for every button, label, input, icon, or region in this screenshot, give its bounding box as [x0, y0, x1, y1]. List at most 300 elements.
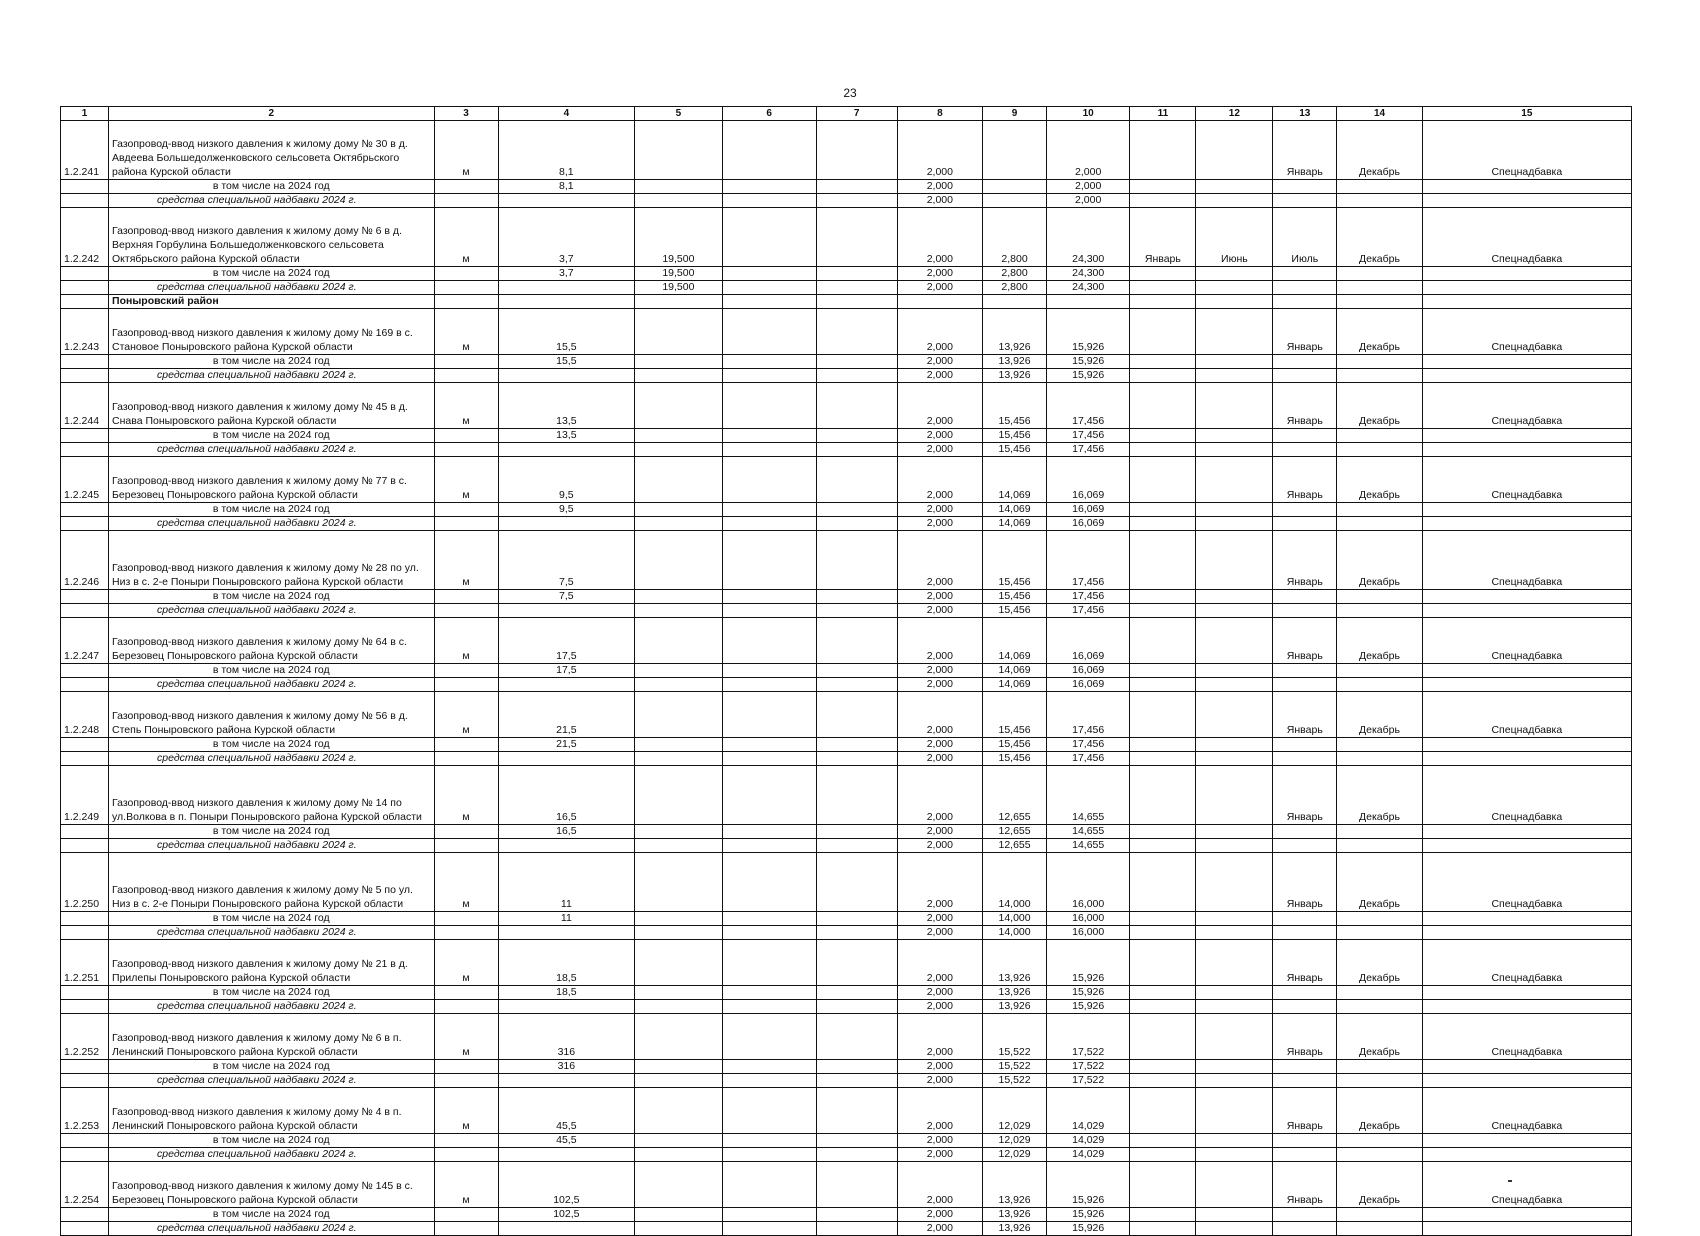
col9-cell [983, 121, 1047, 180]
empty-cell [1130, 590, 1196, 604]
length-cell: 3,7 [498, 267, 635, 281]
col5-cell [635, 194, 723, 208]
empty-cell [434, 1208, 498, 1222]
length-cell: 316 [498, 1060, 635, 1074]
empty-cell [816, 926, 897, 940]
empty-cell [61, 369, 109, 383]
col10-cell: 14,029 [1047, 1088, 1130, 1134]
empty-cell [1422, 1148, 1631, 1162]
start-month-cell: Январь [1130, 208, 1196, 267]
col6-cell [722, 1088, 816, 1134]
col5-cell [635, 825, 723, 839]
length-cell: 11 [498, 912, 635, 926]
col14-month-cell: Декабрь [1337, 208, 1422, 267]
empty-cell [1273, 503, 1337, 517]
col8-cell: 2,000 [897, 281, 982, 295]
empty-cell [722, 267, 816, 281]
col10-cell: 17,456 [1047, 429, 1130, 443]
col13-month-cell: Июль [1273, 208, 1337, 267]
col6-cell [722, 383, 816, 429]
col5-cell: 19,500 [635, 281, 723, 295]
empty-cell [1422, 825, 1631, 839]
empty-cell [1337, 604, 1422, 618]
subrow-2024 [61, 738, 1632, 752]
end-month-cell [1196, 457, 1273, 503]
empty-cell [1130, 752, 1196, 766]
empty-cell [1337, 752, 1422, 766]
col10-cell: 2,000 [1047, 180, 1130, 194]
length-cell: 8,1 [498, 121, 635, 180]
empty-cell [61, 839, 109, 853]
empty-cell [1196, 1060, 1273, 1074]
unit-cell: м [434, 853, 498, 912]
empty-cell [1422, 738, 1631, 752]
empty-cell [434, 1134, 498, 1148]
empty-cell [61, 986, 109, 1000]
table-row [61, 457, 1632, 503]
col7-cell [816, 618, 897, 664]
empty-cell [1273, 369, 1337, 383]
empty-cell [498, 926, 635, 940]
col13-month-cell: Январь [1273, 531, 1337, 590]
funding-source-cell: Спецнадбавка [1422, 853, 1631, 912]
empty-cell [722, 1208, 816, 1222]
subrow-2024 [61, 355, 1632, 369]
col5-cell [635, 503, 723, 517]
empty-cell [61, 1148, 109, 1162]
empty-cell [1273, 1060, 1337, 1074]
col8-cell: 2,000 [897, 369, 982, 383]
col5-cell [635, 664, 723, 678]
empty-cell [1422, 180, 1631, 194]
start-month-cell [1130, 618, 1196, 664]
empty-cell [983, 295, 1047, 309]
subrow-label: средства специальной надбавки 2024 г. [109, 1074, 435, 1088]
empty-cell [1273, 1134, 1337, 1148]
row-number: 1.2.254 [61, 1162, 109, 1208]
table-row [61, 1088, 1632, 1134]
empty-cell [1273, 429, 1337, 443]
col8-cell: 2,000 [897, 194, 982, 208]
col9-cell: 15,456 [983, 590, 1047, 604]
unit-cell: м [434, 208, 498, 267]
subrow-label: в том числе на 2024 год [109, 1134, 435, 1148]
col8-cell: 2,000 [897, 590, 982, 604]
col-header-14: 14 [1337, 107, 1422, 121]
empty-cell [1337, 1134, 1422, 1148]
col5-cell [635, 752, 723, 766]
empty-cell [1337, 1222, 1422, 1236]
col10-cell: 17,522 [1047, 1014, 1130, 1060]
object-name: Газопровод-ввод низкого давления к жилому дому № 64 в с. Березовец Поныровского района Курской области [109, 618, 435, 664]
empty-cell [1196, 590, 1273, 604]
empty-cell [816, 604, 897, 618]
subrow-special-funds [61, 369, 1632, 383]
subrow-2024 [61, 1208, 1632, 1222]
col10-cell: 15,926 [1047, 940, 1130, 986]
col8-cell: 2,000 [897, 825, 982, 839]
empty-cell [816, 1074, 897, 1088]
unit-cell: м [434, 383, 498, 429]
length-cell: 9,5 [498, 457, 635, 503]
col5-cell [635, 1060, 723, 1074]
col6-cell [722, 1014, 816, 1060]
empty-cell [1422, 664, 1631, 678]
empty-cell [1337, 839, 1422, 853]
col10-cell: 17,456 [1047, 752, 1130, 766]
col-header-5: 5 [635, 107, 723, 121]
empty-cell [434, 825, 498, 839]
subrow-label: в том числе на 2024 год [109, 664, 435, 678]
row-number: 1.2.249 [61, 766, 109, 825]
empty-cell [722, 194, 816, 208]
col10-cell: 15,926 [1047, 369, 1130, 383]
empty-cell [1196, 443, 1273, 457]
empty-cell [722, 443, 816, 457]
empty-cell [816, 752, 897, 766]
funding-source-cell: Спецнадбавка [1422, 531, 1631, 590]
col9-cell: 12,655 [983, 766, 1047, 825]
empty-cell [434, 369, 498, 383]
unit-cell: м [434, 457, 498, 503]
col8-cell: 2,000 [897, 531, 982, 590]
empty-cell [722, 664, 816, 678]
subrow-label: в том числе на 2024 год [109, 180, 435, 194]
subrow-label: в том числе на 2024 год [109, 1060, 435, 1074]
col7-cell [816, 692, 897, 738]
col5-cell [635, 457, 723, 503]
col5-cell [635, 309, 723, 355]
funding-source-cell: Спецнадбавка [1422, 383, 1631, 429]
row-number: 1.2.248 [61, 692, 109, 738]
subrow-special-funds [61, 517, 1632, 531]
empty-cell [816, 429, 897, 443]
col7-cell [816, 383, 897, 429]
length-cell: 15,5 [498, 355, 635, 369]
empty-cell [816, 369, 897, 383]
empty-cell [61, 926, 109, 940]
col13-month-cell: Январь [1273, 121, 1337, 180]
col10-cell: 14,655 [1047, 839, 1130, 853]
col9-cell: 14,000 [983, 912, 1047, 926]
empty-cell [1422, 986, 1631, 1000]
subrow-label: в том числе на 2024 год [109, 429, 435, 443]
table-row [61, 1014, 1632, 1060]
col14-month-cell: Декабрь [1337, 1162, 1422, 1208]
col9-cell: 15,456 [983, 443, 1047, 457]
col10-cell: 16,069 [1047, 517, 1130, 531]
col8-cell: 2,000 [897, 267, 982, 281]
col-header-1: 1 [61, 107, 109, 121]
empty-cell [816, 267, 897, 281]
empty-cell [722, 738, 816, 752]
empty-cell [1130, 517, 1196, 531]
col7-cell [816, 766, 897, 825]
empty-cell [498, 678, 635, 692]
empty-cell [1196, 281, 1273, 295]
col5-cell [635, 678, 723, 692]
subrow-special-funds [61, 1222, 1632, 1236]
col5-cell [635, 839, 723, 853]
empty-cell [635, 295, 723, 309]
empty-cell [1273, 1208, 1337, 1222]
empty-cell [1422, 267, 1631, 281]
col-header-9: 9 [983, 107, 1047, 121]
empty-cell [434, 752, 498, 766]
empty-cell [61, 355, 109, 369]
empty-cell [722, 355, 816, 369]
empty-cell [722, 839, 816, 853]
empty-cell [1337, 590, 1422, 604]
length-cell: 11 [498, 853, 635, 912]
row-number: 1.2.241 [61, 121, 109, 180]
subrow-label: средства специальной надбавки 2024 г. [109, 194, 435, 208]
col5-cell [635, 590, 723, 604]
length-cell: 13,5 [498, 429, 635, 443]
empty-cell [1422, 429, 1631, 443]
empty-cell [1337, 986, 1422, 1000]
col5-cell [635, 180, 723, 194]
col10-cell: 24,300 [1047, 267, 1130, 281]
col6-cell [722, 692, 816, 738]
empty-cell [61, 194, 109, 208]
subrow-label: средства специальной надбавки 2024 г. [109, 752, 435, 766]
empty-cell [1130, 503, 1196, 517]
col7-cell [816, 1162, 897, 1208]
empty-cell [1196, 839, 1273, 853]
col8-cell: 2,000 [897, 429, 982, 443]
empty-cell [816, 1060, 897, 1074]
empty-cell [1337, 295, 1422, 309]
col9-cell: 2,800 [983, 267, 1047, 281]
empty-cell [1196, 429, 1273, 443]
subrow-special-funds [61, 752, 1632, 766]
col5-cell [635, 618, 723, 664]
empty-cell [61, 825, 109, 839]
subrow-special-funds [61, 194, 1632, 208]
empty-cell [498, 752, 635, 766]
empty-cell [1337, 1074, 1422, 1088]
start-month-cell [1130, 457, 1196, 503]
empty-cell [1422, 1222, 1631, 1236]
length-cell: 9,5 [498, 503, 635, 517]
empty-cell [1196, 752, 1273, 766]
empty-cell [722, 180, 816, 194]
col5-cell [635, 383, 723, 429]
empty-cell [1337, 503, 1422, 517]
subrow-label: средства специальной надбавки 2024 г. [109, 517, 435, 531]
subrow-label: средства специальной надбавки 2024 г. [109, 281, 435, 295]
col9-cell: 13,926 [983, 986, 1047, 1000]
start-month-cell [1130, 1162, 1196, 1208]
col-header-2: 2 [109, 107, 435, 121]
col6-cell [722, 618, 816, 664]
empty-cell [816, 443, 897, 457]
subrow-special-funds [61, 1000, 1632, 1014]
col-header-6: 6 [722, 107, 816, 121]
start-month-cell [1130, 121, 1196, 180]
empty-cell [1337, 1148, 1422, 1162]
col8-cell: 2,000 [897, 940, 982, 986]
table-row [61, 121, 1632, 180]
col10-cell: 14,029 [1047, 1148, 1130, 1162]
empty-cell [816, 664, 897, 678]
empty-cell [434, 1222, 498, 1236]
col8-cell: 2,000 [897, 309, 982, 355]
empty-cell [1337, 738, 1422, 752]
subrow-label: в том числе на 2024 год [109, 986, 435, 1000]
empty-cell [61, 590, 109, 604]
empty-cell [498, 1222, 635, 1236]
empty-cell [1196, 355, 1273, 369]
col9-cell: 13,926 [983, 1000, 1047, 1014]
col9-cell: 15,522 [983, 1060, 1047, 1074]
col6-cell [722, 309, 816, 355]
subrow-label: в том числе на 2024 год [109, 267, 435, 281]
col9-cell: 13,926 [983, 1222, 1047, 1236]
empty-cell [1422, 912, 1631, 926]
unit-cell: м [434, 1162, 498, 1208]
end-month-cell: Июнь [1196, 208, 1273, 267]
empty-cell [1422, 926, 1631, 940]
col9-cell: 2,800 [983, 208, 1047, 267]
col10-cell: 15,926 [1047, 1162, 1130, 1208]
subrow-2024 [61, 503, 1632, 517]
empty-cell [722, 1060, 816, 1074]
object-name: Газопровод-ввод низкого давления к жилому дому № 28 по ул. Низ в с. 2-е Поныри Поныровского района Курской области [109, 531, 435, 590]
empty-cell [722, 1148, 816, 1162]
col8-cell: 2,000 [897, 208, 982, 267]
empty-cell [434, 1148, 498, 1162]
subrow-2024 [61, 267, 1632, 281]
col5-cell [635, 1074, 723, 1088]
col8-cell: 2,000 [897, 443, 982, 457]
col8-cell: 2,000 [897, 503, 982, 517]
col8-cell: 2,000 [897, 1000, 982, 1014]
col13-month-cell: Январь [1273, 940, 1337, 986]
empty-cell [1273, 267, 1337, 281]
col8-cell: 2,000 [897, 517, 982, 531]
empty-cell [498, 1074, 635, 1088]
col10-cell: 17,456 [1047, 604, 1130, 618]
col7-cell [816, 457, 897, 503]
col9-cell: 15,522 [983, 1074, 1047, 1088]
col9-cell: 12,655 [983, 839, 1047, 853]
length-cell: 316 [498, 1014, 635, 1060]
empty-cell [816, 1222, 897, 1236]
empty-cell [434, 590, 498, 604]
empty-cell [1130, 986, 1196, 1000]
col-header-15: 15 [1422, 107, 1631, 121]
empty-cell [61, 267, 109, 281]
row-number: 1.2.252 [61, 1014, 109, 1060]
empty-cell [816, 839, 897, 853]
empty-cell [1273, 1222, 1337, 1236]
empty-cell [434, 517, 498, 531]
empty-cell [498, 295, 635, 309]
empty-cell [816, 180, 897, 194]
col13-month-cell: Январь [1273, 692, 1337, 738]
funding-source-cell: Спецнадбавка [1422, 940, 1631, 986]
col-header-8: 8 [897, 107, 982, 121]
empty-cell [1130, 738, 1196, 752]
col10-cell: 16,000 [1047, 853, 1130, 912]
col5-cell [635, 738, 723, 752]
empty-cell [1422, 1000, 1631, 1014]
funding-source-cell: Спецнадбавка [1422, 208, 1631, 267]
object-name: Газопровод-ввод низкого давления к жилому дому № 5 по ул. Низ в с. 2-е Поныри Поныровского района Курской области [109, 853, 435, 912]
subrow-label: средства специальной надбавки 2024 г. [109, 604, 435, 618]
subrow-2024 [61, 180, 1632, 194]
funding-source-cell: Спецнадбавка [1422, 1088, 1631, 1134]
object-name: Газопровод-ввод низкого давления к жилому дому № 21 в д. Прилепы Поныровского района Курской области [109, 940, 435, 986]
col9-cell: 15,522 [983, 1014, 1047, 1060]
col10-cell: 17,456 [1047, 738, 1130, 752]
col8-cell: 2,000 [897, 1060, 982, 1074]
empty-cell [1273, 194, 1337, 208]
object-name: Газопровод-ввод низкого давления к жилому дому № 77 в с. Березовец Поныровского района Курской области [109, 457, 435, 503]
empty-cell [434, 839, 498, 853]
col14-month-cell: Декабрь [1337, 383, 1422, 429]
object-name: Газопровод-ввод низкого давления к жилому дому № 45 в д. Снава Поныровского района Курской области [109, 383, 435, 429]
empty-cell [722, 295, 816, 309]
length-cell: 7,5 [498, 590, 635, 604]
col9-cell: 14,069 [983, 517, 1047, 531]
col8-cell: 2,000 [897, 1222, 982, 1236]
empty-cell [1422, 281, 1631, 295]
empty-cell [1196, 1074, 1273, 1088]
empty-cell [722, 1000, 816, 1014]
funding-source-cell: Спецнадбавка [1422, 457, 1631, 503]
unit-cell: м [434, 766, 498, 825]
empty-cell [722, 604, 816, 618]
empty-cell [1273, 604, 1337, 618]
table-row [61, 383, 1632, 429]
subrow-label: средства специальной надбавки 2024 г. [109, 1148, 435, 1162]
empty-cell [1337, 443, 1422, 457]
empty-cell [722, 912, 816, 926]
length-cell: 17,5 [498, 664, 635, 678]
empty-cell [1337, 355, 1422, 369]
subrow-label: средства специальной надбавки 2024 г. [109, 369, 435, 383]
col13-month-cell: Январь [1273, 1088, 1337, 1134]
col5-cell [635, 604, 723, 618]
empty-cell [1047, 295, 1130, 309]
col10-cell: 16,069 [1047, 678, 1130, 692]
col14-month-cell: Декабрь [1337, 940, 1422, 986]
col10-cell: 24,300 [1047, 281, 1130, 295]
col6-cell [722, 457, 816, 503]
col-header-11: 11 [1130, 107, 1196, 121]
empty-cell [1337, 678, 1422, 692]
table-row [61, 309, 1632, 355]
object-name: Газопровод-ввод низкого давления к жилому дому № 30 в д. Авдеева Большедолженковского сельсовета Октябрьского района Курской области [109, 121, 435, 180]
col14-month-cell: Декабрь [1337, 1014, 1422, 1060]
col5-cell [635, 912, 723, 926]
table-body [61, 121, 1632, 1236]
col5-cell [635, 1000, 723, 1014]
col8-cell: 2,000 [897, 664, 982, 678]
col9-cell [983, 180, 1047, 194]
empty-cell [1337, 281, 1422, 295]
col8-cell: 2,000 [897, 180, 982, 194]
col5-cell [635, 369, 723, 383]
empty-cell [1130, 180, 1196, 194]
col10-cell: 24,300 [1047, 208, 1130, 267]
length-cell: 16,5 [498, 766, 635, 825]
empty-cell [434, 1074, 498, 1088]
row-number: 1.2.250 [61, 853, 109, 912]
